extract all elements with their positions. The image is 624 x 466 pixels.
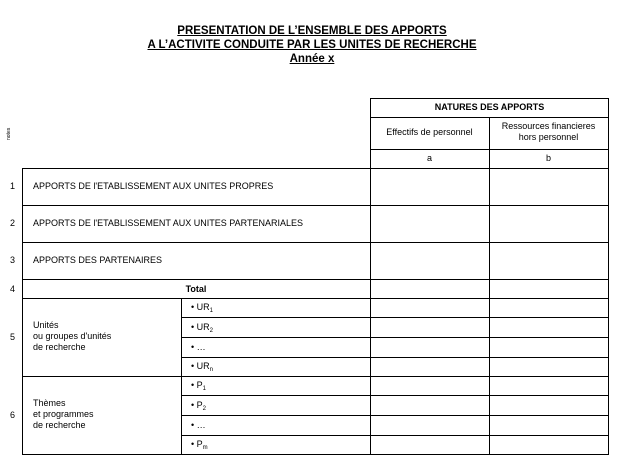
title-line-2: A L’ACTIVITE CONDUITE PAR LES UNITES DE RECHERCHE (147, 39, 477, 51)
title-line-3: Année x (289, 53, 335, 65)
notes-column-label: notes (6, 127, 12, 140)
group-label-line: Unités (33, 320, 59, 330)
row-number: 6 (10, 410, 16, 420)
col-b-header-line2: hors personnel (518, 132, 579, 142)
group-label-line: de recherche (33, 342, 86, 352)
row-number: 4 (10, 284, 16, 294)
col-a-letter: a (426, 153, 432, 163)
row-label: APPORTS DE l'ETABLISSEMENT AUX UNITES PROPRES (33, 181, 274, 191)
natures-des-apports-header: NATURES DES APPORTS (434, 102, 545, 112)
col-a-header: Effectifs de personnel (386, 127, 473, 137)
group-label-line: Thèmes (33, 398, 66, 408)
list-item: • $UR_1$ (191, 302, 213, 314)
list-item: • $UR_2$ (191, 322, 213, 334)
group-label-units (33, 320, 111, 353)
list-item: • $P_m$ (191, 439, 208, 451)
col-b-header-line1: Ressources financieres (501, 121, 596, 131)
total-label: Total (185, 284, 207, 294)
group-label-themes (33, 398, 94, 431)
row-number: 5 (10, 332, 16, 342)
row-label: APPORTS DES PARTENAIRES (33, 255, 163, 265)
list-item: • $UR_n$ (191, 361, 213, 373)
col-b-header (489, 121, 608, 143)
row-number: 2 (10, 218, 16, 228)
title-line-1: PRESENTATION DE L’ENSEMBLE DES APPORTS (177, 25, 447, 37)
list-item: • $P_2$ (191, 400, 206, 412)
row-label: APPORTS DE l'ETABLISSEMENT AUX UNITES PARTENARIALES (33, 218, 303, 228)
group-label-line: de recherche (33, 420, 86, 430)
list-item: • … (191, 420, 206, 430)
col-b-letter: b (545, 153, 551, 163)
list-item: • $P_1$ (191, 380, 206, 392)
group-label-line: et programmes (33, 409, 94, 419)
row-number: 3 (10, 255, 16, 265)
row-number: 1 (10, 181, 16, 191)
list-item: • … (191, 342, 206, 352)
group-label-line: ou groupes d'unités (33, 331, 112, 341)
